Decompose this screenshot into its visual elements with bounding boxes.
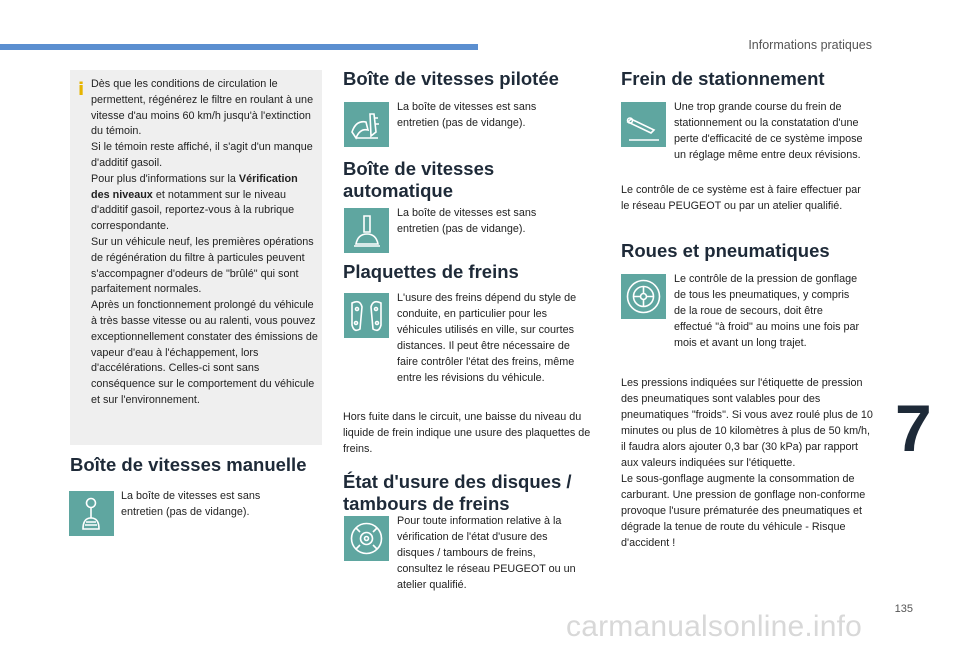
info-box-text [91,77,319,409]
info-text-span: et notamment sur le niveau d'additif gasoil, reportez-vous à la rubrique correspondante. [91,188,295,233]
info-paragraph [91,172,319,235]
info-text-span: Pour plus d'informations sur la [91,172,239,185]
page-number: 135 [894,603,913,615]
brake-pads-icon [344,293,389,338]
parking-brake-text: Une trop grande course du frein de stationnement ou la constatation d'une perte d'efficacité de ce système impose un réglage même entre deux révisions. [674,101,863,161]
info-paragraph: Dès que les conditions de circulation le permettent, régénérez le filtre en roulant à une vitesse d'au moins 60 km/h jusqu'à l'extinction du témoin. [91,78,314,138]
info-paragraph: Si le témoin reste affiché, il s'agit d'un manque d'additif gasoil. [91,141,313,169]
piloted-gearbox-text: La boîte de vitesses est sans entretien (pas de vidange). [397,101,537,129]
brake-discs-text: Pour toute information relative à la vérification de l'état d'usure des disques / tambours de freins, consultez le réseau PEUGEOT ou un atelier qualifié. [397,515,576,591]
wheels-tyres-text: Le contrôle de la pression de gonflage de tous les pneumatiques, y compris de la roue de secours, doit être effectué "à froid" au moins une fois par mois et avant un long trajet. [674,273,860,349]
info-bold-link-text: Vérification des niveaux [91,172,298,201]
section-title: Informations pratiques [748,38,872,52]
watermark: carmanualsonline.info [566,610,863,643]
heading-parking-brake: Frein de stationnement [621,68,825,89]
heading-wheels-tyres: Roues et pneumatiques [621,240,830,261]
brake-pads-text: L'usure des freins dépend du style de conduite, en particulier pour les véhicules utilisés en ville, sur courtes distances. Il peut être nécessaire de faire contrôler l'état des freins, même entre les révisions du véhicule. [397,292,577,384]
heading-automatic-gearbox [343,158,494,202]
manual-gear-shift-icon [69,491,114,536]
chapter-number: 7 [895,391,932,465]
header-accent-bar [0,44,478,50]
wheel-tyre-icon [621,274,666,319]
wheels-tyres-paragraph: Les pressions indiquées sur l'étiquette de pression des pneumatiques sont valables pour des pneumatiques "froids". Si vous avez roulé plus de 10 minutes ou plus de 10 kilomètres à plus de 50 km/h, il faudra alors ajouter 0,3 bar (30 kPa) par rapport aux valeurs indiquées sur l'étiquette. [621,377,873,469]
parking-brake-extra-text: Le contrôle de ce système est à faire effectuer par le réseau PEUGEOT ou par un atelier qualifié. [621,184,861,212]
info-icon: i [78,79,85,100]
info-paragraph: Après un fonctionnement prolongé du véhicule à très basse vitesse ou au ralenti, vous pouvez exceptionnellement constater des émissions de vapeur d'eau à l'échappement, lors d'accélérations. Celles-ci sont sans conséquence sur le comportement du véhicule et sur l'environnement. [91,299,318,406]
heading-piloted-gearbox: Boîte de vitesses pilotée [343,68,559,89]
automatic-gearbox-text: La boîte de vitesses est sans entretien (pas de vidange). [397,207,537,235]
heading-line: tambours de freins [343,493,510,514]
manual-gearbox-text: La boîte de vitesses est sans entretien (pas de vidange). [121,490,261,518]
heading-manual-gearbox: Boîte de vitesses manuelle [70,454,307,475]
info-paragraph: Sur un véhicule neuf, les premières opérations de régénération du filtre à particules peuvent s'accompagner d'odeurs de "brûlé" qui sont parfaitement normales. [91,235,314,296]
heading-brake-pads: Plaquettes de freins [343,261,519,282]
heading-line: automatique [343,180,453,201]
wheels-tyres-extra-text [621,375,873,551]
heading-line: Boîte de vitesses [343,158,495,179]
heading-line: État d'usure des disques / [343,471,572,492]
automatic-gear-selector-icon [344,208,389,253]
wheels-tyres-paragraph: Le sous-gonflage augmente la consommation de carburant. Une pression de gonflage non-conforme provoque l'usure prématurée des pneumatiques et dégrade la tenue de route du véhicule - Risque d'accident ! [621,473,866,549]
piloted-gearbox-icon [344,102,389,147]
brake-disc-icon [344,516,389,561]
brake-pads-extra-text: Hors fuite dans le circuit, une baisse du niveau du liquide de frein indique une usure des plaquettes de freins. [343,411,591,455]
heading-brake-discs [343,471,572,515]
info-box [70,70,322,445]
parking-brake-icon [621,102,666,147]
